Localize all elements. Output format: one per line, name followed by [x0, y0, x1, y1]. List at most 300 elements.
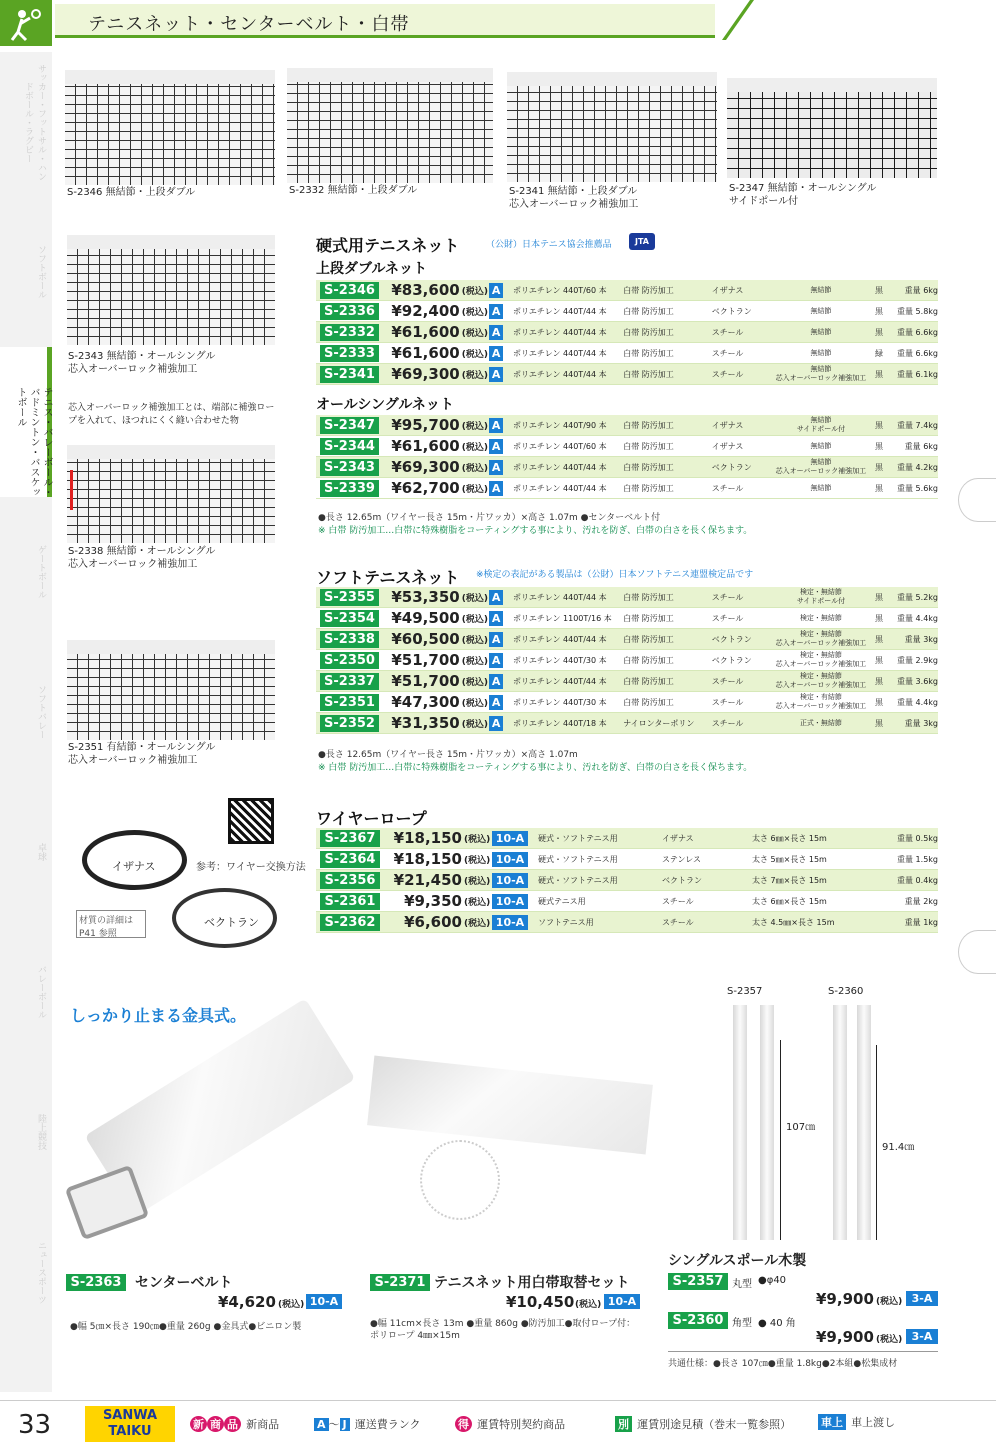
product-code: S-2367 — [320, 830, 380, 847]
color: 黒 — [875, 306, 884, 316]
band-price: ¥10,450 — [506, 1293, 575, 1311]
weight: 重量 4.4kg — [897, 613, 938, 623]
net-row — [316, 280, 938, 301]
color: 黒 — [875, 369, 884, 379]
tax-label: (税込) — [461, 593, 488, 604]
rank-badge: A — [489, 674, 503, 689]
material: ポリエチレン 440T/60 本 — [513, 285, 607, 295]
pole-code: S-2360 — [668, 1312, 728, 1329]
new-badge-icon: 商 — [207, 1416, 224, 1432]
soft-assoc-note: ※検定の表記がある製品は（公財）日本ソフトテニス連盟検定品です — [476, 570, 754, 580]
band-spec: 白帯 防汚加工 — [623, 634, 674, 644]
legend-special — [455, 1413, 565, 1432]
wire-type: スチール — [711, 327, 744, 337]
legend-rank-label: 運送費ランク — [354, 1418, 421, 1431]
rank-badge: 10-A — [492, 852, 528, 867]
price: ¥53,350 — [391, 588, 460, 606]
price: ¥18,150 — [393, 829, 462, 847]
weight: 重量 5.6kg — [897, 483, 938, 493]
wire-material: スチール — [662, 917, 694, 927]
color: 黒 — [875, 441, 884, 451]
wire-size: 太さ 4.5㎜×長さ 15m — [752, 917, 835, 927]
pole-shape: 丸型 — [732, 1279, 752, 1290]
band-tax: (税込) — [575, 1300, 602, 1310]
product-code: S-2332 — [320, 324, 379, 341]
net-row — [316, 692, 938, 713]
product-code: S-2355 — [320, 589, 379, 606]
net-photo-s2338 — [67, 445, 275, 543]
product-code: S-2354 — [320, 610, 379, 627]
price: ¥47,300 — [391, 693, 460, 711]
color: 黒 — [875, 697, 884, 707]
product-code: S-2341 — [320, 366, 379, 383]
band-spec: ナイロンターポリン — [623, 718, 695, 728]
knot-type: 検定・無結節 サイドポール付 — [796, 588, 846, 605]
product-code: S-2337 — [320, 673, 379, 690]
page-header — [0, 0, 996, 52]
price: ¥69,300 — [391, 458, 460, 476]
photo-caption: S-2338 無結節・オールシングル 芯入オーバーロック補強加工 — [68, 546, 216, 570]
wire-material: イザナス — [662, 833, 694, 843]
product-code: S-2362 — [320, 914, 380, 931]
net-row — [316, 364, 938, 385]
logo-line1: SANWA — [102, 1408, 158, 1423]
photo-caption: S-2341 無結節・上段ダブル 芯入オーバーロック補強加工 — [509, 186, 639, 210]
rank-badge: A — [489, 367, 503, 382]
product-code: S-2333 — [320, 345, 379, 362]
wire-size: 太さ 6㎜×長さ 15m — [752, 833, 827, 843]
rank-badge: A — [489, 346, 503, 361]
jta-recommend: （公財）日本テニス協会推薦品 — [486, 240, 612, 250]
rank-badge: A — [489, 283, 503, 298]
soft-net-title: ソフトテニスネット — [316, 568, 460, 587]
band-spec: 白帯 防汚加工 — [623, 462, 674, 472]
product-code: S-2351 — [320, 694, 379, 711]
wire-type: スチール — [711, 483, 744, 493]
weight: 重量 6.6kg — [897, 348, 938, 358]
material: ポリエチレン 440T/44 本 — [513, 369, 607, 379]
tax-label: (税込) — [461, 463, 488, 474]
poles-title: シングルスポール木製 — [668, 1253, 807, 1269]
legend-rank — [314, 1413, 420, 1432]
price: ¥95,700 — [391, 416, 460, 434]
material: ポリエチレン 440T/44 本 — [513, 676, 607, 686]
net-row — [316, 301, 938, 322]
usage: 硬式・ソフトテニス用 — [538, 854, 618, 864]
band-spec: 白帯 防汚加工 — [623, 285, 674, 295]
knot-type: 正式・無結節 — [799, 718, 842, 727]
weight: 重量 4.4kg — [897, 697, 938, 707]
wire-type: イザナス — [711, 441, 744, 451]
price: ¥60,500 — [391, 630, 460, 648]
wire-row — [316, 870, 938, 891]
knot-type: 検定・無結節 芯入オーバーロック補強加工 — [775, 672, 867, 689]
single-net-title: オールシングルネット — [316, 397, 454, 413]
wire-type: スチール — [711, 348, 744, 358]
wire-row — [316, 891, 938, 912]
rank-badge: A — [489, 632, 503, 647]
pole-label-round: S-2357 — [727, 986, 763, 997]
color: 黒 — [875, 285, 884, 295]
rank-badge: A — [489, 481, 503, 496]
product-code: S-2336 — [320, 303, 379, 320]
page-number: 33 — [18, 1410, 52, 1440]
pole-round-photo — [760, 1005, 774, 1240]
net-row — [316, 608, 938, 629]
product-code: S-2347 — [320, 417, 379, 434]
legend-separate — [615, 1413, 791, 1432]
price: ¥61,600 — [391, 323, 460, 341]
product-code: S-2343 — [320, 459, 379, 476]
knot-type: 検定・無結節 — [799, 613, 842, 622]
wire-type: スチール — [711, 592, 744, 602]
page-title: テニスネット・センターベルト・白帯 — [88, 14, 410, 35]
pole-price: ¥9,900 — [816, 1290, 874, 1308]
usage: 硬式・ソフトテニス用 — [538, 833, 618, 843]
weight: 重量 6.6kg — [897, 327, 938, 337]
binder-hole — [958, 930, 996, 974]
tax-label: (税込) — [464, 876, 491, 887]
wire-type: スチール — [711, 369, 744, 379]
tax-label: (税込) — [461, 328, 488, 339]
price: ¥18,150 — [393, 850, 462, 868]
pole-rank: 3-A — [906, 1291, 938, 1306]
net-row — [316, 322, 938, 343]
price: ¥61,600 — [391, 344, 460, 362]
band-code: S-2371 — [370, 1274, 430, 1291]
sidebar-item[interactable]: サッカー・フットサル・ハンドボール・ラグビー — [23, 63, 46, 181]
price: ¥51,700 — [391, 651, 460, 669]
knot-type: 無結節 — [810, 327, 832, 336]
color: 黒 — [875, 327, 884, 337]
material: ポリエチレン 440T/44 本 — [513, 327, 607, 337]
weight: 重量 2kg — [904, 896, 938, 906]
pole-square-photo — [833, 1005, 847, 1240]
rank-badge: A — [489, 716, 503, 731]
color: 黒 — [875, 462, 884, 472]
hard-net-title: 硬式用テニスネット — [316, 236, 460, 255]
net-row — [316, 671, 938, 692]
pole-common-spec: 共通仕様：●長さ 107㎝●重量 1.8kg●2本組●松集成材 — [668, 1359, 898, 1369]
weight: 重量 1.5kg — [897, 854, 938, 864]
tax-label: (税込) — [461, 677, 488, 688]
net-row — [316, 713, 938, 734]
price: ¥31,350 — [391, 714, 460, 732]
pole-square-photo — [857, 1005, 871, 1240]
band-spec: ●幅 11cm×長さ 13m ●重量 860g ●防汚加工●取付ロープ付： ポリロープ 4㎜×15m — [370, 1319, 636, 1341]
knot-type: 無結節 芯入オーバーロック補強加工 — [775, 365, 867, 382]
wire-material: ステンレス — [662, 854, 701, 864]
belt-tax: (税込) — [278, 1300, 305, 1310]
knot-type: 無結節 — [810, 285, 832, 294]
knot-type: 無結節 芯入オーバーロック補強加工 — [775, 458, 867, 475]
soft-note-coating: ※ 白帯 防汚加工…白帯に特殊樹脂をコーティングする事により、汚れを防ぎ、白帯の白さを長く保ちます。 — [318, 763, 753, 773]
logo-line2: TAIKU — [108, 1424, 152, 1439]
net-row — [316, 587, 938, 608]
tax-label: (税込) — [464, 897, 491, 908]
band-name: テニスネット用白帯取替セット — [434, 1275, 630, 1291]
divider — [668, 1351, 938, 1352]
band-spec: 白帯 防汚加工 — [623, 676, 674, 686]
band-spec: 白帯 防汚加工 — [623, 306, 674, 316]
tax-label: (税込) — [461, 286, 488, 297]
weight: 重量 3kg — [904, 634, 938, 644]
material: ポリエチレン 440T/44 本 — [513, 348, 607, 358]
white-band-photo — [367, 1056, 653, 1155]
price: ¥69,300 — [391, 365, 460, 383]
weight: 重量 7.4kg — [897, 420, 938, 430]
rank-a-icon: A — [314, 1418, 329, 1431]
weight: 重量 6.1kg — [897, 369, 938, 379]
wire-type: スチール — [711, 613, 744, 623]
height-arrow — [876, 1045, 877, 1240]
knot-type: 検定・有結節 芯入オーバーロック補強加工 — [775, 693, 867, 710]
sanwa-logo — [85, 1406, 175, 1442]
legend-truck — [818, 1411, 895, 1430]
price: ¥9,350 — [404, 892, 462, 910]
height-arrow — [780, 1040, 781, 1240]
tax-label: (税込) — [461, 698, 488, 709]
rank-badge: A — [489, 590, 503, 605]
wire-type: イザナス — [711, 285, 744, 295]
material: ポリエチレン 440T/44 本 — [513, 306, 607, 316]
pole-tax: (税込) — [876, 1335, 903, 1345]
tax-label: (税込) — [461, 370, 488, 381]
weight: 重量 5.8kg — [897, 306, 938, 316]
pole-round-photo — [733, 1005, 747, 1240]
tax-label: (税込) — [461, 635, 488, 646]
weight: 重量 6kg — [904, 285, 938, 295]
belt-catchphrase: しっかり止まる金具式。 — [70, 1006, 247, 1025]
band-spec: 白帯 防汚加工 — [623, 483, 674, 493]
product-code: S-2338 — [320, 631, 379, 648]
vectran-label: ベクトラン — [204, 916, 259, 929]
wire-type: ベクトラン — [711, 655, 752, 665]
product-code: S-2339 — [320, 480, 379, 497]
pole-tax: (税込) — [876, 1297, 903, 1307]
material: ポリエチレン 1100T/16 本 — [513, 613, 612, 623]
knot-type: 無結節 — [810, 306, 832, 315]
tax-label: (税込) — [464, 834, 491, 845]
knot-type: 無結節 — [810, 483, 832, 492]
tax-label: (税込) — [461, 614, 488, 625]
photo-caption: S-2347 無結節・オールシングル サイドポール付 — [729, 183, 877, 207]
price: ¥49,500 — [391, 609, 460, 627]
band-spec: 白帯 防汚加工 — [623, 327, 674, 337]
pole-height-square: 91.4㎝ — [882, 1142, 915, 1153]
wire-type: スチール — [711, 697, 744, 707]
knot-type: 検定・無結節 芯入オーバーロック補強加工 — [775, 630, 867, 647]
rank-badge: A — [489, 325, 503, 340]
net-photo-s2347 — [727, 78, 937, 178]
qr-code[interactable] — [228, 798, 274, 844]
sidebar-item[interactable]: ソフトボール — [36, 245, 46, 299]
material: ポリエチレン 440T/30 本 — [513, 697, 607, 707]
material: ポリエチレン 440T/60 本 — [513, 441, 607, 451]
tax-label: (税込) — [461, 719, 488, 730]
red-marker — [70, 470, 73, 510]
binder-hole — [958, 478, 996, 522]
band-spec: 白帯 防汚加工 — [623, 613, 674, 623]
rank-badge: A — [489, 695, 503, 710]
tax-label: (税込) — [461, 656, 488, 667]
price: ¥62,700 — [391, 479, 460, 497]
wire-type: スチール — [711, 718, 744, 728]
hard-note-spec: ●長さ 12.65m（ワイヤー長さ 15m・片ワッカ）×高さ 1.07m ●センターベルト付 — [318, 513, 661, 523]
usage: 硬式テニス用 — [538, 896, 586, 906]
tax-label: (税込) — [461, 484, 488, 495]
wire-type: イザナス — [711, 420, 744, 430]
knot-type: 検定・無結節 芯入オーバーロック補強加工 — [775, 651, 867, 668]
product-code: S-2346 — [320, 282, 379, 299]
photo-caption: S-2351 有結節・オールシングル 芯入オーバーロック補強加工 — [68, 742, 216, 766]
separate-quote-icon: 別 — [615, 1416, 632, 1432]
wire-material: ベクトラン — [662, 875, 702, 885]
price: ¥83,600 — [391, 281, 460, 299]
band-spec: 白帯 防汚加工 — [623, 655, 674, 665]
product-code: S-2361 — [320, 893, 380, 910]
tax-label: (税込) — [461, 349, 488, 360]
izanas-label: イザナス — [112, 860, 156, 873]
new-badge-icon: 新 — [190, 1416, 207, 1432]
wire-reference[interactable]: 参考：ワイヤー交換方法 — [196, 862, 306, 873]
price: ¥6,600 — [404, 913, 462, 931]
color: 黒 — [875, 718, 884, 728]
usage: 硬式・ソフトテニス用 — [538, 875, 618, 885]
product-code: S-2350 — [320, 652, 379, 669]
rank-badge: A — [489, 439, 503, 454]
soft-net-table — [316, 587, 938, 734]
rank-badge: 10-A — [492, 915, 528, 930]
rank-badge: 10-A — [492, 831, 528, 846]
net-row — [316, 343, 938, 364]
legend-new — [190, 1413, 279, 1432]
sidebar-item[interactable]: ニュースポーツ — [36, 1240, 46, 1304]
weight: 重量 6kg — [904, 441, 938, 451]
pole-rank: 3-A — [906, 1329, 938, 1344]
wire-size: 太さ 7㎜×長さ 15m — [752, 875, 827, 885]
photo-caption: S-2343 無結節・オールシングル 芯入オーバーロック補強加工 — [68, 351, 216, 375]
color: 黒 — [875, 483, 884, 493]
price: ¥92,400 — [391, 302, 460, 320]
knot-type: 無結節 サイドポール付 — [796, 416, 846, 433]
pole-price: ¥9,900 — [816, 1328, 874, 1346]
pole-shape: 角型 — [732, 1318, 752, 1329]
footer-line — [0, 1400, 996, 1401]
overlock-note: 芯入オーバーロック補強加工とは、端部に補強ロープを入れて、ほつれにくく縫い合わせた物 — [68, 403, 275, 426]
legend-separate-label: 運賃別途見積（巻末一覧参照） — [637, 1418, 792, 1431]
belt-spec: ●幅 5㎝×長さ 190㎝●重量 260g ●金具式●ビニロン製 — [70, 1322, 302, 1332]
rank-badge: A — [489, 460, 503, 475]
weight: 重量 5.2kg — [897, 592, 938, 602]
tax-label: (税込) — [464, 918, 491, 929]
net-row — [316, 436, 938, 457]
weight: 重量 3kg — [904, 718, 938, 728]
material: ポリエチレン 440T/18 本 — [513, 718, 607, 728]
pole-code: S-2357 — [668, 1273, 728, 1290]
double-net-table — [316, 280, 938, 385]
net-photo-s2351 — [67, 640, 275, 740]
photo-caption: S-2346 無結節・上段ダブル — [67, 187, 196, 198]
material: ポリエチレン 440T/44 本 — [513, 634, 607, 644]
net-photo-s2332 — [287, 68, 493, 183]
jta-logo: JTA — [629, 233, 655, 250]
price: ¥61,600 — [391, 437, 460, 455]
product-code: S-2352 — [320, 715, 379, 732]
net-photo-s2341 — [507, 72, 717, 182]
photo-caption: S-2332 無結節・上段ダブル — [289, 185, 418, 196]
sidebar-item[interactable]: バレーボール — [36, 965, 46, 1019]
sidebar-item[interactable]: ソフトバレー — [36, 685, 46, 739]
wire-material: スチール — [662, 896, 694, 906]
color: 黒 — [875, 613, 884, 623]
double-net-title: 上段ダブルネット — [316, 261, 428, 277]
material: ポリエチレン 440T/44 本 — [513, 462, 607, 472]
material-note-box: 材質の詳細は P41 参照 — [76, 910, 146, 938]
rank-badge: 10-A — [492, 894, 528, 909]
product-code: S-2364 — [320, 851, 380, 868]
pole-size: ●φ40 — [758, 1275, 787, 1286]
net-photo-s2346 — [65, 70, 275, 185]
material: ポリエチレン 440T/30 本 — [513, 655, 607, 665]
material: ポリエチレン 440T/90 本 — [513, 420, 607, 430]
tennis-player-icon — [0, 0, 52, 46]
weight: 重量 3.6kg — [897, 676, 938, 686]
net-row — [316, 478, 938, 499]
tax-label: (税込) — [461, 421, 488, 432]
net-row — [316, 415, 938, 436]
wire-size: 太さ 6㎜×長さ 15m — [752, 896, 827, 906]
legend-special-label: 運賃特別契約商品 — [477, 1418, 566, 1431]
rank-badge: A — [489, 653, 503, 668]
weight: 重量 1kg — [904, 917, 938, 927]
net-row — [316, 457, 938, 478]
sidebar-item[interactable]: 陸上競技 — [36, 1114, 46, 1150]
sidebar-item[interactable]: ゲートボール — [36, 545, 46, 599]
wire-row — [316, 849, 938, 870]
band-rank: 10-A — [604, 1294, 640, 1309]
wire-size: 太さ 5㎜×長さ 15m — [752, 854, 827, 864]
tax-label: (税込) — [461, 442, 488, 453]
rank-badge: A — [489, 304, 503, 319]
band-spec: 白帯 防汚加工 — [623, 697, 674, 707]
sidebar-item-active[interactable] — [0, 347, 52, 497]
pole-height-round: 107㎝ — [786, 1122, 816, 1133]
price: ¥21,450 — [393, 871, 462, 889]
usage: ソフトテニス用 — [538, 917, 594, 927]
tax-label: (税込) — [461, 307, 488, 318]
wire-type: ベクトラン — [711, 306, 752, 316]
category-sidebar — [0, 52, 52, 1392]
wire-rope-table — [316, 828, 938, 933]
band-spec: 白帯 防汚加工 — [623, 441, 674, 451]
rank-badge: A — [489, 418, 503, 433]
belt-price: ¥4,620 — [218, 1293, 276, 1311]
tax-label: (税込) — [464, 855, 491, 866]
pole-size: ● 40 角 — [758, 1318, 796, 1329]
sidebar-item[interactable]: 卓球 — [36, 843, 46, 861]
net-row — [316, 650, 938, 671]
pole-label-square: S-2360 — [828, 986, 864, 997]
soft-note-spec: ●長さ 12.65m（ワイヤー長さ 15m・片ワッカ）×高さ 1.07m — [318, 750, 578, 760]
belt-rank: 10-A — [306, 1294, 342, 1309]
net-photo-s2343 — [67, 235, 275, 345]
belt-code: S-2363 — [66, 1274, 126, 1291]
weight: 重量 2.9kg — [897, 655, 938, 665]
rank-badge: A — [489, 611, 503, 626]
band-spec: 白帯 防汚加工 — [623, 348, 674, 358]
wire-row — [316, 828, 938, 849]
